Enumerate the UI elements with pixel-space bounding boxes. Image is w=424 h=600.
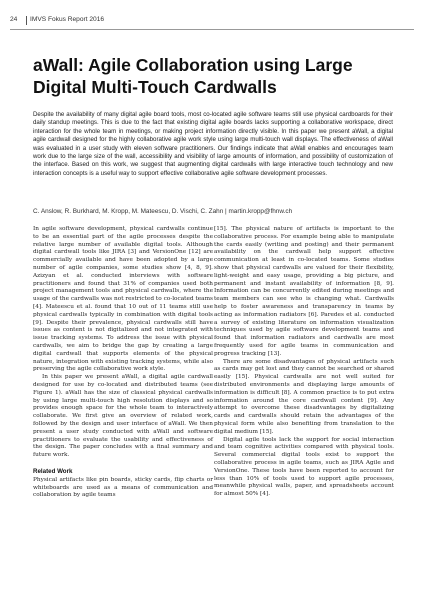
header-separator bbox=[26, 16, 27, 25]
page-number: 24 bbox=[10, 16, 18, 23]
section-heading: Related Work bbox=[33, 467, 73, 475]
left-column bbox=[33, 226, 213, 500]
running-header bbox=[10, 16, 414, 28]
body-paragraph: [15]. The physical nature of artifacts is important to the collaborative process. For example being able to manipulate the cards easily (writing and posting) and their permanent availability on the cardwall help support effective communication at least in co-located teams. Some studies show that physical cardwalls are valued for their flexibility, light-weight and easy usage, providing a big picture, and permanent and instant availability of information [8, 9]. Information can be concurrently edited during meetings and team members can see who is changing what. Cardwalls help to foster awareness and transparency in teams by acting as information radiators [6]. Paredes et al. conducted a survey of existing literature on information visualization techniques used by agile software development teams and found that information radiators and cardwalls are most frequently used for agile teams in communication and progress tracking [13]. bbox=[214, 226, 394, 357]
body-paragraph: There are some disadvantages of physical artifacts such as cards may get lost and they cannot be searched or shared easily [15]. Physical cardwalls are not well suited for distributed environments and displaying large amounts of information is difficult [8]. A common practice is to put extra information around the core cardwall content [9]. Any attempt to overcome these disadvantages by digitalizing cards and cardwalls should retain the advantages of the physical form while also benefiting from translation to the digital medium [15]. bbox=[214, 358, 394, 435]
abstract: Despite the availability of many digital agile board tools, most co-located agile software teams still use physical cardboards for their daily standup meetings. This is due to the fact that existing digital agile boards lacks supporting a collaborative workspace, direct interaction for the whole team in meetings, or making project information directly visible. In this paper we present aWall, a digital agile cardwall designed for the highly collaborative agile work style using large multi-touch wall displays. The effectiveness of aWall was evaluated in a user study with eleven software practitioners. Our findings indicate that aWall enables and encourages team work due to the large size of the wall, accessibility and visibility of large amounts of information, and possibility of customization of the interface. Based on this work, we suggest that augmenting digital cardwalls with large interactive touch technology and new interaction concepts is a useful way to support effective collaborative agile software development processes. bbox=[33, 111, 393, 177]
paper-title: aWall: Agile Collaboration using Large Digital Multi-Touch Cardwalls bbox=[33, 55, 353, 97]
body-paragraph: In this paper we present aWall, a digital agile cardwall designed for use by co-located and distributed teams (see Figure 1). aWall has the size of classical physical cardwalls by using large multi-touch high resolution displays and so provides enough space for the whole team to interactively collaborate. We first give an overview of related work, followed by the design and user interface of aWall. We then present a user study conducted with aWall and software practitioners to evaluate the usability and effectiveness of the design. The paper concludes with a final summary and future work. bbox=[33, 374, 213, 459]
body-paragraph: Digital agile tools lack the support for social interaction and team cognitive activities compared with physical tools. Several commercial digital tools exist to support the collaborative process in agile teams, such as JIRA Agile and VersionOne. These tools have been reported to account for less than 10% of tools used to support agile processes, meanwhile physical walls, paper, and spreadsheets account for almost 50% [4]. bbox=[214, 436, 394, 498]
author-line: C. Anslow, R. Burkhard, M. Kropp, M. Mateescu, D. Vischi, C. Zahn | martin.kropp@fhnw.ch bbox=[33, 208, 293, 215]
body-paragraph: Physical artifacts like pin boards, sticky cards, flip charts or whiteboards are used as a means of communication and collaboration by agile teams bbox=[33, 476, 213, 499]
header-rule bbox=[10, 29, 414, 30]
right-column bbox=[214, 226, 394, 499]
body-paragraph: In agile software development, physical cardwalls continue to be an essential part of the agile processes despite the relative large number of available digital tools. Although digital cardwall tools like JIRA [3] and VersionOne [12] are commercially available and have been adopted by a large number of agile companies, some studies show [4, 8, 9]. Azizyan et al. conducted interviews with software practitioners and found that 31% of companies used both project management tools and physical cardwalls, where the usage of the cardwalls was not restricted to co-located teams [4]. Mateescu et al. found that 10 out of 11 teams still use physical cardwalls typically in combination with digital tools [9]. Despite their prevalence, physical cardwalls still have issues as content is not digitalized and not integrated with issue tracking systems. To address the issue with physical cardwalls, we aim to bridge the gap by creating a large digital cardwall that supports elements of the physical nature, integration with existing tracking systems, while also preserving the agile collaborative work style. bbox=[33, 226, 213, 373]
journal-name: IMVS Fokus Report 2016 bbox=[30, 16, 105, 23]
